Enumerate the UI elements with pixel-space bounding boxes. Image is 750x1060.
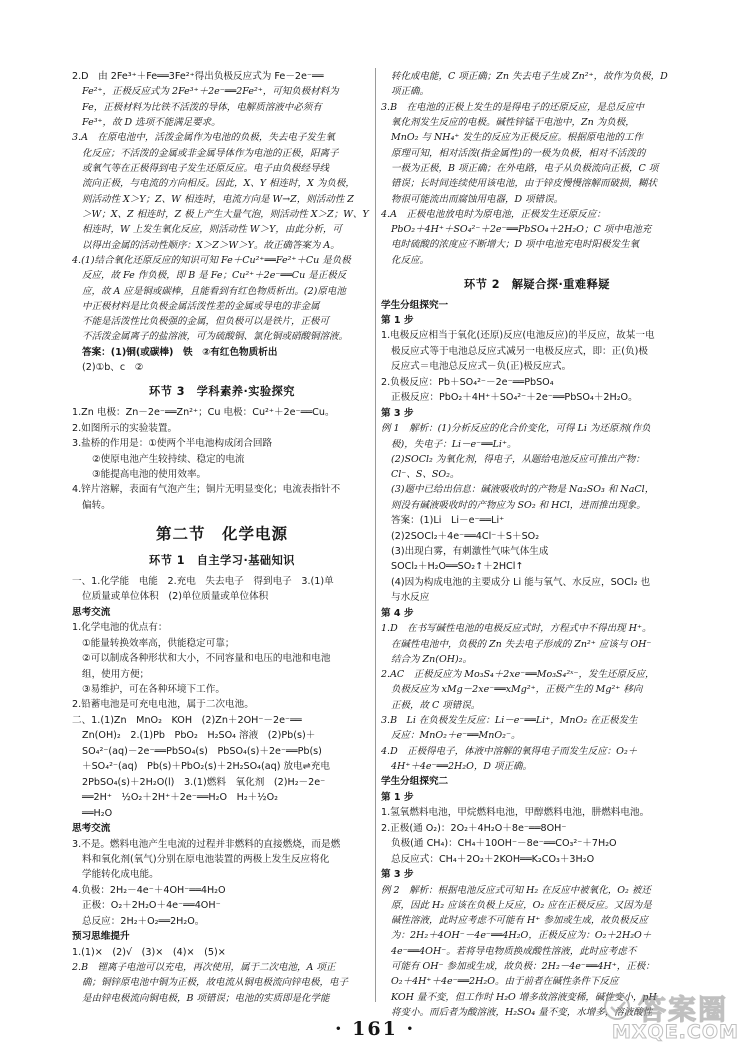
text-line: 料和氧化剂(氧气)分别在原电池装置的两极上发生反应将化 (82, 854, 330, 865)
text-line: 或氧气等在正极得到电子发生还原反应。电子由负极经导线 (82, 163, 330, 175)
watermark-icon (602, 992, 638, 1022)
watermark-en: MXQE.COM (612, 1021, 739, 1043)
text-line: 原理可知，相对活泼(指金属性)的一极为负极，相对不活泼的 (391, 147, 646, 159)
subheading: 学生分组探究一 (381, 299, 449, 311)
text-line: 2.如图所示的实验装置。 (72, 422, 178, 434)
text-line: 负极反应为 xMg－2xe⁻══xMg²⁺，正极产生的 Mg²⁺ 移向 (391, 684, 643, 696)
text-line: 以得出金属的活动性顺序：X＞Z＞W＞Y。故正确答案为 A。 (82, 239, 340, 251)
text-line: 4e⁻══4OH⁻。若将导电物质换成酸性溶液，此时应考虑不 (391, 945, 637, 957)
text-line: 位质量或单位体积 (2)单位质量或单位体积 (82, 591, 269, 603)
subheading: 预习思维提升 (72, 931, 130, 943)
text-line: 确；铜锌原电池中铜为正极，故电流从铜电极流向锌电极，电子 (82, 977, 349, 989)
text-line: MnO₂ 与 NH₄⁺ 发生的反应为正极反应。根据原电池的工作 (391, 132, 643, 144)
text-line: 不活泼金属离子的盐溶液，可为硫酸铜、氯化铜或硝酸铜溶液。 (82, 331, 349, 343)
text-line: 负极(通 CH₄)：CH₄＋10OH⁻－8e⁻══CO₃²⁻＋7H₂O (391, 838, 617, 850)
text-line: 2.AC 正极反应为 Mo₃S₄＋2xe⁻══Mo₃S₄²ˣ⁻，发生还原反应， (381, 669, 655, 681)
text-line: 例 1 解析：(1)分析反应的化合价变化，可得 Li 为还原剂(作负 (381, 423, 651, 435)
column-divider (375, 68, 376, 1002)
text-line: 不能是活泼性比负极强的金属，但负极可以是铁片，正极可 (82, 316, 330, 328)
subheading: 思考交流 (72, 606, 111, 618)
text-line: ＋SO₄²⁻(aq) Pb(s)＋PbO₂(s)＋2H₂SO₄(aq) 放电⇌充电 (82, 761, 330, 773)
text-line: 可能有 OH⁻ 参加或生成，故负极：2H₂－4e⁻══4H⁺，正极： (391, 961, 655, 973)
text-line: 3.B 在电池的正极上发生的是得电子的还原反应，是总反应中 (381, 101, 645, 113)
text-line: 4.负极：2H₂－4e⁻＋4OH⁻══4H₂O (72, 884, 226, 896)
text-line: 流向正极，与电流的方向相反。因此，X、Y 相连时，X 为负极， (82, 178, 355, 190)
text-line: 二、1.(1)Zn MnO₂ KOH (2)Zn＋2OH⁻－2e⁻══ (72, 714, 302, 726)
subheading: 答案：(1)铜(或碳棒) 铁 ②有红色物质析出 (82, 346, 278, 358)
text-line: 1.(1)× (2)√ (3)× (4)× (5)× (72, 946, 226, 958)
text-line: 学能转化成电能。 (82, 869, 159, 881)
text-line: 是由锌电极流向铜电极，B 项错误；电池的实质即是化学能 (82, 992, 330, 1004)
text-line: 例 2 解析：根据电池反应式可知 H₂ 在反应中被氧化，O₂ 被还 (381, 884, 651, 896)
text-line: 与水反应 (391, 592, 430, 604)
right-column (381, 70, 693, 1019)
text-line: 物很可能流出而腐蚀用电器，D 项错误。 (391, 193, 564, 205)
text-line: 正极，故 C 项错误。 (391, 699, 481, 711)
text-line: 则没有碱液吸收时的产物应为 SO₂ 和 HCl，进而推出现象。 (391, 499, 646, 511)
text-line: ＞W；X、Z 相连时，Z 极上产生大量气泡，则活动性 X＞Z；W、Y (82, 208, 369, 220)
text-line: ①能量转换效率高，供能稳定可靠； (82, 637, 235, 649)
text-line: ②使原电池产生较持续、稳定的电流 (92, 453, 245, 465)
subheading: 第 4 步 (381, 607, 414, 619)
text-line: 3.B Li 在负极发生反应：Li－e⁻══Li⁺，MnO₂ 在正极发生 (381, 715, 638, 727)
watermark-cn: 答案圈 (638, 993, 729, 1026)
text-line: 4.(1)结合氧化还原反应的知识可知 Fe＋Cu²⁺══Fe²⁺＋Cu 是负极 (72, 254, 351, 266)
text-line: 反应，故 Fe 作负极，即 B 是 Fe；Cu²⁺＋2e⁻══Cu 是正极反 (82, 270, 347, 282)
text-line: (2)2SOCl₂＋4e⁻══4Cl⁻＋S＋SO₂ (391, 530, 540, 542)
text-line: (3)题中已给出信息：碱液吸收时的产物是 Na₂SO₃ 和 NaCl， (391, 484, 655, 496)
text-line: Cl⁻、S、SO₂。 (391, 469, 460, 481)
text-line: 组，使用方便； (82, 668, 150, 680)
text-line: ③易维护，可在各种环境下工作。 (82, 684, 225, 696)
text-line: 极)，失电子：Li－e⁻══Li⁺。 (391, 438, 517, 450)
subheading: 学生分组探究二 (381, 776, 449, 788)
text-line: 4.D 正极得电子，体液中溶解的氧得电子而发生反应：O₂＋ (381, 745, 638, 757)
text-line: 一极为正极，B 项正确；在外电路，电子从负极流向正极，C 项 (391, 162, 659, 174)
text-line: 4H⁺＋4e⁻══2H₂O，D 项正确。 (391, 761, 533, 773)
chapter-title: 第二节 化学电源 (155, 524, 288, 543)
text-line: ②可以制成各种形状和大小，不同容量和电压的电池和电池 (82, 653, 331, 665)
text-line: 相连时，W 上发生氧化反应，则活动性 W＞Y，由此分析，可 (82, 224, 342, 236)
subheading: 第 3 步 (381, 869, 414, 881)
text-line: 极反应式等于电池总反应式减另一电极反应式，即：正(负)极 (391, 345, 648, 357)
text-line: 化反应；不活泼的金属或非金属导体作为电池的正极，阳离子 (82, 147, 339, 159)
text-line: 4.A 正极电池放电时为原电池，正极发生还原反应： (381, 208, 606, 220)
text-line: ══H₂O (82, 807, 113, 819)
text-line: 错误；长时间连续使用该电池，由于锌皮慢慢溶解而破损，糊状 (391, 178, 658, 190)
section-heading: 环节 3 学科素养·实验探究 (149, 385, 295, 399)
text-line: 项正确。 (391, 86, 430, 98)
text-line: 4.锌片溶解，表面有气泡产生；铜片无明显变化；电流表指针不 (72, 484, 341, 496)
text-line: 2.铅蓄电池是可充电电池，属于二次电池。 (72, 699, 254, 711)
text-line: SOCl₂＋H₂O══SO₂↑＋2HCl↑ (391, 561, 524, 573)
text-line: 反应式＝电池总反应式－负(正)极反应式。 (391, 361, 572, 373)
text-line: Fe，正极材料为比铁不活泼的导体，电解质溶液中必须有 (82, 101, 322, 113)
text-line: 1.Zn 电极：Zn－2e⁻══Zn²⁺；Cu 电极：Cu²⁺＋2e⁻══Cu。 (72, 407, 335, 419)
text-line: 2.负极反应：Pb＋SO₄²⁻－2e⁻══PbSO₄ (381, 376, 554, 388)
text-line: 2.B 锂离子电池可以充电，再次使用，属于二次电池，A 项正 (72, 962, 336, 974)
text-line: 碱性溶液，此时应考虑不可能有 H⁺ 参加或生成，故负极反应 (391, 915, 648, 927)
subheading: 第 1 步 (381, 315, 414, 327)
text-line: 1.氢氧燃料电池，甲烷燃料电池，甲醇燃料电池，肼燃料电池。 (381, 807, 650, 819)
text-line: 则活动性 X＞Y；Z、W 相连时，电流方向是 W→Z，则活动性 Z (82, 193, 354, 205)
text-line: 3.不是。燃料电池产生电流的过程并非燃料的直接燃烧，而是燃 (72, 838, 341, 850)
text-line: 电时硫酸的浓度应不断增大；D 项中电池充电时阳极发生氧 (391, 239, 640, 251)
text-line: SO₄²⁻(aq)－2e⁻══PbSO₄(s) PbSO₄(s)＋2e⁻══Pb(s) (82, 745, 322, 757)
text-line: KOH 量不变，但工作时 H₂O 增多故溶液变稀，碱性变小，pH (391, 991, 657, 1003)
subheading: 第 1 步 (381, 791, 414, 803)
text-line: 3.盐桥的作用是：①使两个半电池构成闭合回路 (72, 438, 273, 450)
text-line: 3.A 在原电池中，活泼金属作为电池的负极，失去电子发生氧 (72, 132, 335, 144)
text-line: PbO₂＋4H⁺＋SO₄²⁻＋2e⁻══PbSO₄＋2H₂O；C 项中电池充 (391, 224, 652, 236)
left-column (72, 70, 372, 1006)
text-line: 化反应。 (391, 254, 430, 266)
text-line: ══2H⁺ ½O₂＋2H⁺＋2e⁻══H₂O H₂＋½O₂ (82, 792, 278, 804)
text-line: 正极：O₂＋2H₂O＋4e⁻══4OH⁻ (82, 900, 221, 912)
text-line: 答案：(1)Li Li－e⁻══Li⁺ (391, 515, 505, 527)
text-line: 总反应式：CH₄＋2O₂＋2KOH══K₂CO₃＋3H₂O (391, 853, 595, 865)
text-line: (2)①b、c ② (82, 362, 144, 374)
text-line: 转化成电能，C 项正确；Zn 失去电子生成 Zn²⁺，故作为负极，D (391, 71, 668, 82)
text-line: 1.D 在书写碱性电池的电极反应式时，方程式中不得出现 H⁺。 (381, 623, 652, 635)
text-line: 在碱性电池中，负极的 Zn 失去电子形成的 Zn²⁺ 应该与 OH⁻ (391, 638, 652, 650)
text-line: 反应：MnO₂＋e⁻══MnO₂⁻。 (391, 730, 521, 742)
text-line: (4)因为构成电池的主要成分 Li 能与氧气、水反应，SOCl₂ 也 (391, 576, 651, 588)
text-line: O₂＋4H⁺＋4e⁻══2H₂O。由于前者在碱性条件下反应 (391, 976, 619, 988)
text-line: 中正极材料是比负极金属活泼性差的金属或导电的非金属 (82, 300, 320, 312)
text-line: 将变小。而后者为酸溶液，H₂SO₄ 量不变，水增多，溶液酸性 (391, 1007, 653, 1019)
section-heading: 环节 2 解疑合探·重难释疑 (464, 277, 610, 291)
text-line: 一、1.化学能 电能 2.充电 失去电子 得到电子 3.(1)单 (72, 575, 334, 587)
text-line: 2PbSO₄(s)＋2H₂O(l) 3.(1)燃料 氧化剂 (2)H₂－2e⁻ (82, 776, 326, 788)
text-line: 2.正极(通 O₂)：2O₂＋4H₂O＋8e⁻══8OH⁻ (381, 822, 567, 834)
text-line: 结合为 Zn(OH)₂。 (391, 653, 473, 665)
text-line: 2.D 由 2Fe³⁺＋Fe══3Fe²⁺得出负极反应式为 Fe－2e⁻══ (72, 71, 324, 82)
text-line: Fe³⁺，故 D 选项不能满足要求。 (82, 117, 221, 129)
text-line: 原，因此 H₂ 应该在负极上反应，O₂ 应在正极反应。又因为是 (391, 899, 652, 911)
text-line: Fe²⁺，正极反应式为 2Fe³⁺＋2e⁻══2Fe²⁺，可知负极材料为 (82, 86, 339, 98)
subheading: 思考交流 (72, 823, 111, 835)
text-line: 为：2H₂＋4OH⁻－4e⁻══4H₂O，正极反应为：O₂＋2H₂O＋ (391, 930, 652, 942)
text-line: Zn(OH)₂ 2.(1)Pb PbO₂ H₂SO₄ 溶液 (2)Pb(s)＋ (82, 730, 316, 742)
text-line: ③能提高电池的使用效率。 (92, 468, 207, 480)
subheading: 第 3 步 (381, 407, 414, 419)
text-line: 1.电极反应相当于氧化(还原)反应(电池反应)的半反应，故某一电 (381, 330, 655, 342)
text-line: (3)出现白雾，有刺激性气味气体生成 (391, 545, 549, 557)
text-line: 偏转。 (82, 499, 111, 511)
watermark-logo (600, 988, 740, 1046)
page-number: · 161 · (334, 1018, 416, 1040)
text-line: 应，故 A 应是铜或碳棒，且能看到有红色物质析出。(2)原电池 (82, 285, 346, 297)
text-line: 氧化剂发生反应的电极。碱性锌锰干电池中，Zn 为负极， (391, 116, 635, 128)
text-line: 总反应：2H₂＋O₂══2H₂O。 (82, 915, 205, 927)
section-heading: 环节 1 自主学习·基础知识 (149, 553, 295, 567)
text-line: 1.化学电池的优点有： (72, 622, 168, 634)
text-line: (2)SOCl₂ 为氧化剂，得电子，从题给电池反应可推出产物： (391, 453, 645, 465)
text-line: 正极反应：PbO₂＋4H⁺＋SO₄²⁻＋2e⁻══PbSO₄＋2H₂O。 (391, 392, 638, 404)
